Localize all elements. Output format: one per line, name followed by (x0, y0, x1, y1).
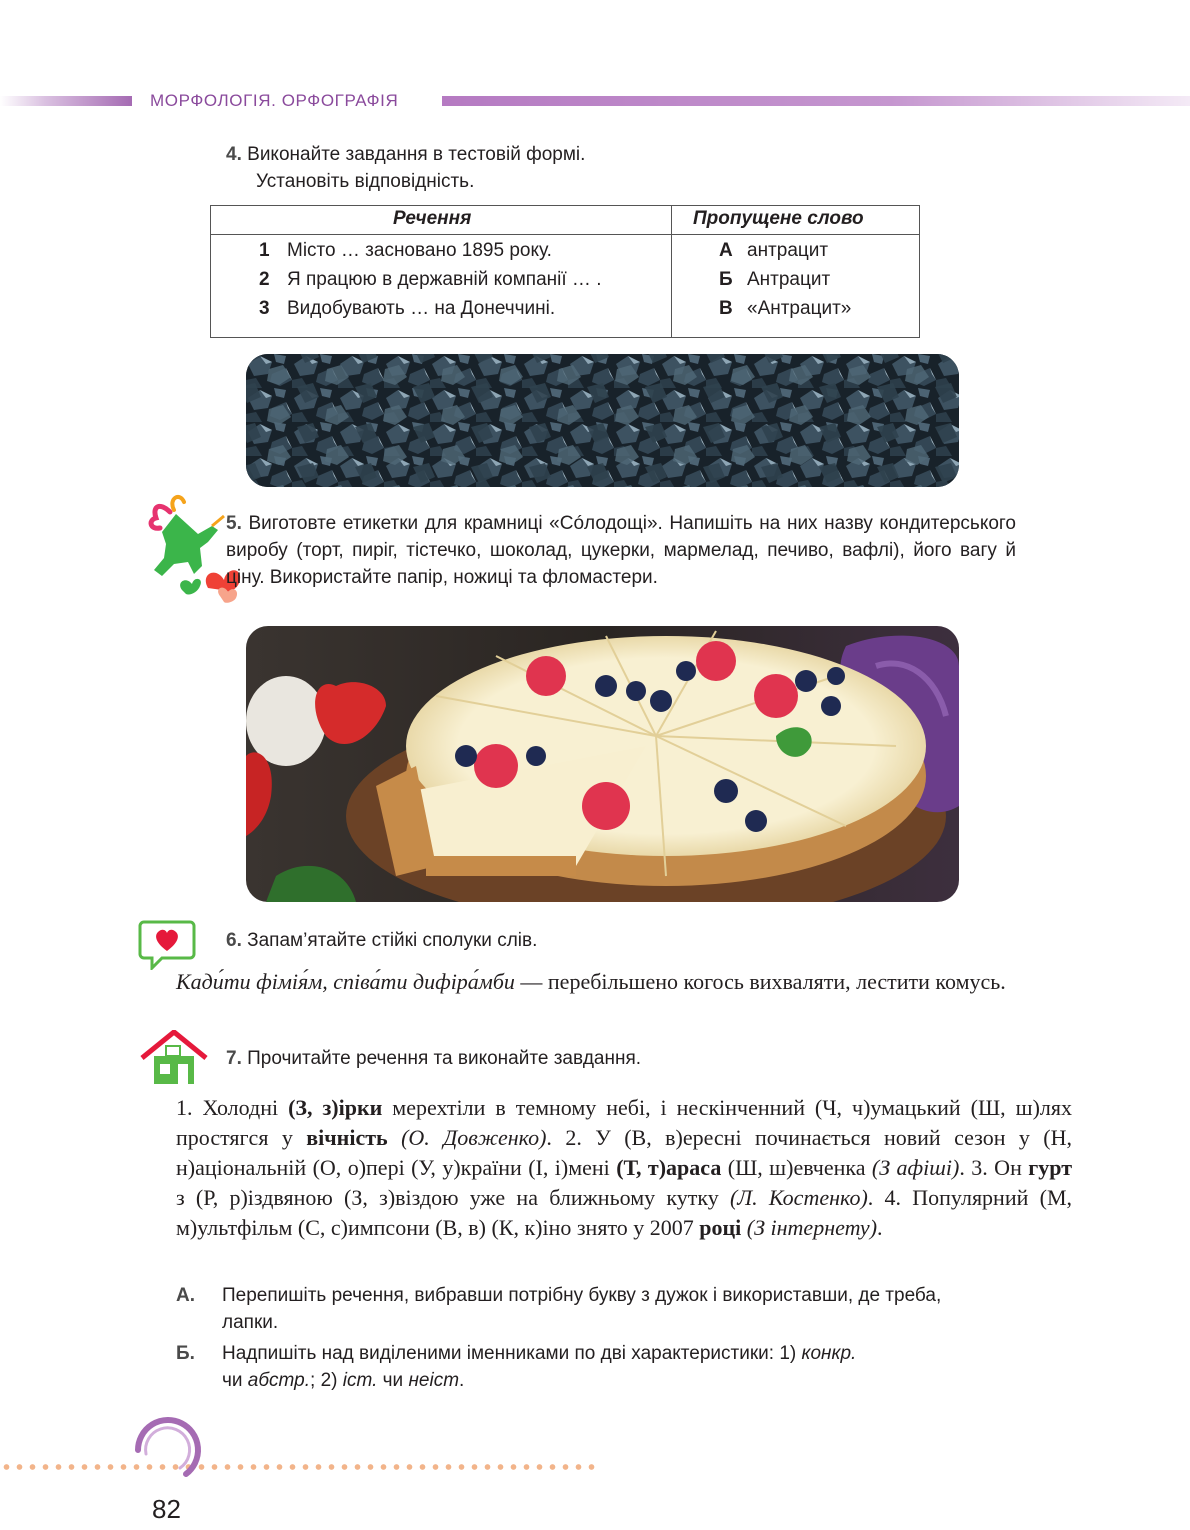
idiom-meaning: — перебільшено когось вихваляти, лестити комусь. (514, 969, 1006, 994)
option-letter: А (719, 240, 733, 261)
option-letter: В (719, 298, 733, 319)
row-sentence: Я працюю в державній компанії … . (287, 269, 602, 290)
highlighted-noun: (З, з)ірки (288, 1095, 383, 1120)
highlighted-noun: (Т, т)араса (616, 1155, 722, 1180)
row-number: 1 (259, 240, 270, 261)
table-divider (671, 206, 672, 337)
task4-number: 4. (226, 144, 242, 165)
table-col2-header: Пропущене слово (693, 208, 864, 229)
page-number: 82 (152, 1494, 181, 1524)
task6-body: Запам’ятайте стійкі сполуки слів. (247, 930, 538, 951)
footer-dots (0, 1462, 600, 1472)
section-title: МОРФОЛОГІЯ. ОРФОГРАФІЯ (150, 91, 399, 110)
paragraph-text (388, 1125, 401, 1150)
table-row (259, 269, 602, 291)
match-table (210, 205, 920, 338)
paragraph-text: . 4. Популярний (М, м)ультфільм (С, с)импсони (В, в) (К, к)іно знято у 2007 (176, 1185, 1072, 1240)
subtask-b-label: Б. (176, 1343, 195, 1364)
subtask-a-text: Перепишіть речення, вибравши потрібну букву з дужок і використавши, де треба, лапки. (222, 1285, 942, 1333)
option-word: антрацит (747, 240, 829, 261)
row-number: 3 (259, 298, 270, 319)
house-icon (140, 1030, 208, 1086)
task7-number: 7. (226, 1048, 242, 1069)
highlighted-noun: вічність (306, 1125, 388, 1150)
answer-option (719, 240, 828, 262)
option-letter: Б (719, 269, 733, 290)
paragraph-text: з (Р, р)іздвяною (З, з)віздою уже на ближньому кутку (176, 1185, 730, 1210)
table-col1-header: Речення (393, 208, 472, 229)
page-number-swirl (128, 1410, 204, 1486)
paragraph-text: . 2. У (В, в)ересні починається новий сезон у (Н, н)аціональній (О, о)пері (У, у)країни (І, і)мені (176, 1125, 1073, 1180)
subtask-b-text: Надпишіть над виділеними іменниками по дві характеристики: 1) конкр. чи абстр.; 2) іст. чи неіст. (222, 1343, 857, 1391)
task5-text (226, 510, 1016, 591)
highlighted-noun: гурт (1028, 1155, 1073, 1180)
source-citation: (З афіші) (871, 1155, 960, 1180)
paragraph-text: 1. Холодні (176, 1095, 289, 1120)
row-sentence: Місто … засновано 1895 року. (287, 240, 552, 261)
table-row (259, 240, 552, 262)
highlighted-noun: році (699, 1215, 742, 1240)
subtask-a-label: А. (176, 1285, 195, 1306)
row-sentence: Видобувають … на Донеччині. (287, 298, 556, 319)
task5-body: Виготовте етикетки для крамниці «Сóлодощі». Напишіть на них назву кондитерського виробу (торт, пиріг, тістечко, шоколад, цукерки, мармелад, печиво, вафлі), його вагу й ціну. Використайте папір, ножиці та фломастери. (226, 513, 1016, 588)
source-citation: (О. Довженко) (401, 1125, 547, 1150)
source-citation: (З інтернету) (746, 1215, 878, 1240)
idiom-phrase: Кади́ти фімія́м, співа́ти дифіра́мби (176, 969, 515, 994)
answer-option (719, 298, 851, 320)
header-bar-right (442, 96, 1190, 106)
task7-instruction (226, 1045, 641, 1072)
idiom-paragraph (176, 967, 1072, 997)
source-citation: (Л. Костенко) (729, 1185, 868, 1210)
answer-option (719, 269, 830, 291)
cheesecake-photo (246, 626, 959, 902)
task6-number: 6. (226, 930, 242, 951)
option-word: Антрацит (747, 269, 831, 290)
exercise-paragraph (176, 1093, 1072, 1243)
task4-instruction (226, 141, 585, 195)
header-bar-left (0, 96, 132, 106)
task4-line2: Установіть відповідність. (256, 171, 475, 192)
task7-body: Прочитайте речення та виконайте завдання. (247, 1048, 642, 1069)
heart-speech-icon (138, 918, 196, 970)
task4-line1: Виконайте завдання в тестовій формі. (247, 144, 586, 165)
option-word: «Антрацит» (747, 298, 852, 319)
table-row (259, 298, 555, 320)
paragraph-text: . (877, 1215, 883, 1240)
paragraph-text: . 3. Он (959, 1155, 1029, 1180)
task6-instruction (226, 927, 537, 954)
paragraph-text: (Ш, ш)евченка (721, 1155, 872, 1180)
paragraph-text: мерехтіли в темному небі, і нескінченний (Ч, ч)умацький (Ш, ш)лях простягся у (176, 1095, 1073, 1150)
anthracite-coal-photo (246, 354, 959, 487)
task5-number: 5. (226, 513, 242, 534)
row-number: 2 (259, 269, 270, 290)
